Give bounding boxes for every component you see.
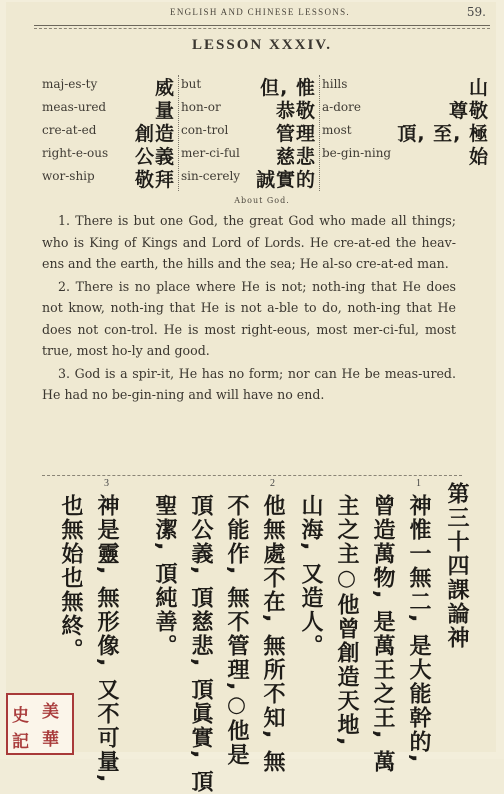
header-dotted-rule [34, 28, 490, 29]
chinese-vertical-text [34, 478, 494, 794]
column-divider [319, 75, 320, 191]
vocab-chinese: 管理 [275, 123, 316, 145]
running-header-title: ENGLISH AND CHINESE LESSONS. [170, 7, 350, 17]
vocab-entry [181, 119, 319, 145]
vocab-english: right-e-ous [42, 146, 109, 160]
english-text [42, 210, 456, 407]
vocab-chinese: 山 [468, 77, 489, 99]
verse-number: 2 [270, 478, 275, 489]
chinese-line: 神是靈, 無形像, 又不可量, [94, 494, 119, 785]
chinese-line: 曾造萬物, 是萬王之王, 萬 [370, 494, 395, 775]
running-header [34, 7, 486, 25]
vocab-english: be-gin-ning [322, 146, 392, 160]
vocab-chinese: 慈悲 [275, 146, 316, 168]
vocab-column [322, 73, 492, 188]
vocab-chinese: 公義 [134, 146, 175, 168]
vocab-entry [181, 165, 319, 191]
vocab-english: most [322, 123, 352, 137]
lesson-title: LESSON XXXIV. [192, 37, 332, 53]
chinese-line: 神惟一無二, 是大能幹的, [406, 494, 431, 765]
vocab-english: hon-or [181, 100, 221, 114]
vocab-column [181, 73, 319, 191]
vocab-chinese: 恭敬 [275, 100, 316, 122]
vocab-english: a-dore [322, 100, 361, 114]
paragraph: 2. There is no place where He is not; noth-ing that He does not know, noth-ing that He is not a-ble to do, noth-ing that He does not con-trol. He is most right-eous, most mer-ci-ful, most true, most ho-ly and good. [42, 278, 456, 358]
vocab-chinese: 量 [154, 100, 175, 122]
seal-stamp [6, 693, 74, 755]
seal-char: 史 [12, 706, 29, 726]
vocab-chinese: 尊敬 [448, 100, 489, 122]
vocab-english: meas-ured [42, 100, 107, 114]
vocab-chinese: 但, 惟 [260, 77, 316, 99]
vocab-entry [42, 73, 178, 99]
vocab-column [42, 73, 178, 191]
vocab-entry [322, 73, 492, 99]
vocab-chinese: 頂, 至, 極 [397, 123, 489, 145]
vocab-chinese: 創造 [134, 123, 175, 145]
vocab-chinese: 誠實的 [255, 169, 316, 191]
chinese-line: 也無始也無終。 [58, 494, 83, 662]
section-heading: About God. [234, 196, 290, 205]
vocab-english: cre-at-ed [42, 123, 97, 137]
vocab-english: maj-es-ty [42, 77, 98, 91]
vocab-chinese: 始 [468, 146, 489, 168]
seal-char: 華 [42, 730, 59, 750]
chinese-line: 山海, 又造人。 [298, 494, 323, 659]
vocabulary-table [42, 73, 492, 195]
chinese-line: 主之主○他曾創造天地, [334, 494, 359, 748]
paragraph: 3. God is a spir-it, He has no form; nor can He be meas-ured. He had no be-gin-ning and will have no end. [42, 365, 456, 402]
vocab-english: sin-cerely [181, 169, 241, 183]
verse-number: 3 [104, 478, 109, 489]
vocab-entry [42, 96, 178, 122]
chinese-line: 第三十四課論神 [444, 482, 469, 650]
vocab-entry [322, 96, 492, 122]
vocab-entry [181, 142, 319, 168]
vocab-entry [181, 96, 319, 122]
vocab-entry [42, 142, 178, 168]
column-divider [178, 75, 179, 191]
vocab-english: hills [322, 77, 348, 91]
vocab-entry [42, 165, 178, 191]
header-rule [34, 25, 490, 26]
vocab-entry [322, 142, 492, 168]
paragraph: 1. There is but one God, the great God who made all things; who is King of Kings and Lord of Lords. He cre-at-ed the heav-ens and the earth, the hills and the sea; He al-so cre-at-ed man. [42, 213, 456, 271]
vocab-entry [322, 165, 492, 188]
vocab-english: wor-ship [42, 169, 95, 183]
vocab-english: con-trol [181, 123, 229, 137]
vocab-english: mer-ci-ful [181, 146, 240, 160]
vocab-entry [322, 119, 492, 145]
chinese-line: 不能作, 無不管理,○他是 [224, 494, 249, 768]
page-number: 59. [466, 5, 486, 19]
vocab-entry [42, 119, 178, 145]
chinese-line: 頂公義, 頂慈悲, 頂眞實, 頂 [188, 494, 213, 794]
verse-number: 1 [416, 478, 421, 489]
seal-char: 美 [42, 702, 59, 722]
section-dotted-rule [42, 475, 462, 476]
vocab-chinese: 威 [154, 77, 175, 99]
vocab-chinese: 敬拜 [134, 169, 175, 191]
vocab-entry [181, 73, 319, 99]
chinese-line: 他無處不在, 無所不知, 無 [260, 494, 285, 775]
seal-char: 記 [12, 732, 29, 752]
chinese-line: 聖潔, 頂純善。 [152, 494, 177, 659]
vocab-english: but [181, 77, 202, 91]
